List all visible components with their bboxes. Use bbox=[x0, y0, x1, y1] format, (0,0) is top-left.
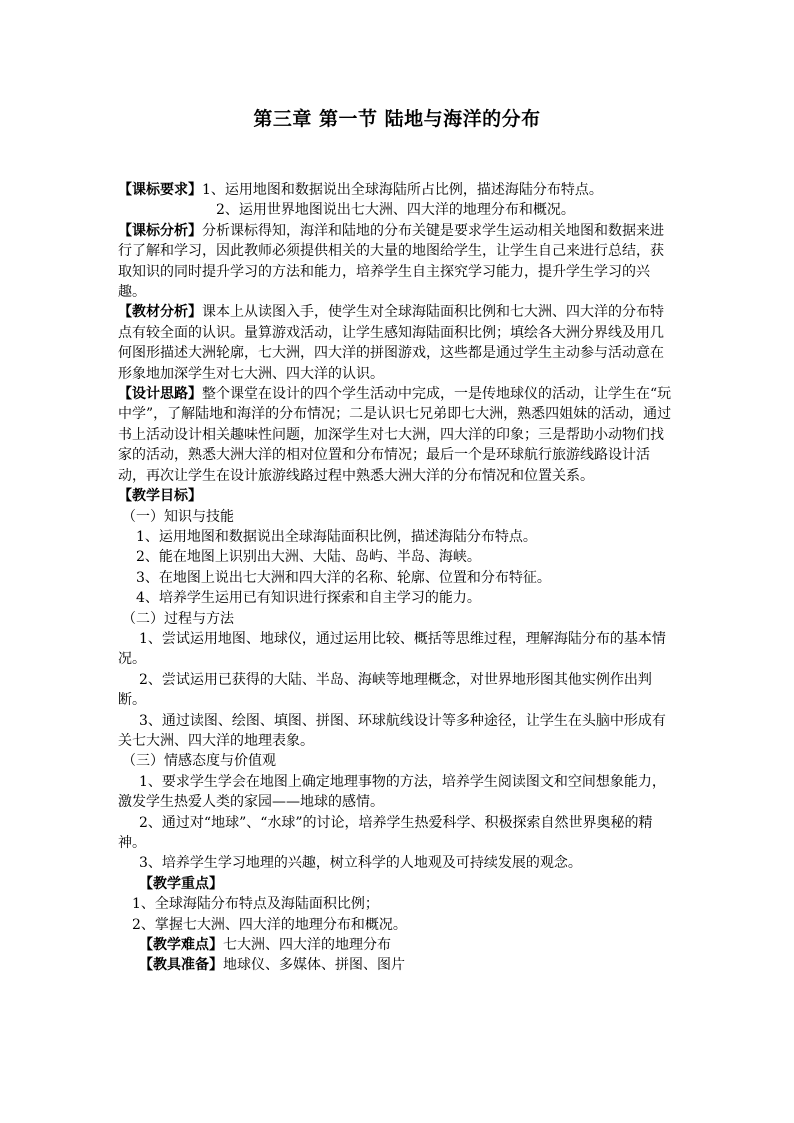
process-item: 2、尝试运用已获得的大陆、半岛、海峡等地理概念，对世界地形图其他实例作出判断。 bbox=[118, 671, 652, 709]
textbook-analysis: 【教材分析】课本上从读图入手，使学生对全球海陆面积比例和七大洲、四大洋的分布特点有较全面的认识。量算游戏活动，让学生感知海陆面积比例；填绘各大洲分界线及用几何图形描述大洲轮廓，七大洲，四大洋的拼图游戏，这些都是通过学生主动参与活动意在形象地加深学生对七大洲、四大洋的认识。 bbox=[118, 304, 664, 382]
curriculum-requirements-item2: 2、运用世界地图说出七大洲、四大洋的地理分布和概况。 bbox=[216, 202, 575, 219]
attitude-item: 2、通过对“地球”、“水球”的讨论，培养学生热爱科学、积极探索自然世界奥秘的精神。 bbox=[118, 814, 653, 851]
curriculum-requirements-item1: 【课标要求】1、运用地图和数据说出全球海陆所占比例，描述海陆分布特点。 bbox=[118, 182, 603, 198]
attitude-item: 1、要求学生学会在地图上确定地理事物的方法，培养学生阅读图文和空间想象能力，激发学生热爱人类的家园——地球的感情。 bbox=[118, 773, 666, 811]
materials-heading: 【教具准备】 bbox=[139, 957, 223, 974]
page-title: 第三章 第一节 陆地与海洋的分布 bbox=[253, 108, 541, 130]
key-points-item: 2、掌握七大洲、四大洋的地理分布和概况。 bbox=[132, 916, 407, 933]
attitude-heading: （三）情感态度与价值观 bbox=[122, 753, 276, 770]
difficulty: 【教学难点】七大洲、四大洋的地理分布 bbox=[139, 937, 391, 954]
process-item: 3、通过读图、绘图、填图、拼图、环球航线设计等多种途径，让学生在头脑中形成有关七大洲、四大洋的地理表象。 bbox=[118, 712, 666, 749]
knowledge-item: 3、在地图上说出七大洲和四大洋的名称、轮廓、位置和分布特征。 bbox=[136, 569, 551, 586]
key-points-heading: 【教学重点】 bbox=[139, 875, 223, 892]
curriculum-analysis-heading: 【课标分析】 bbox=[118, 222, 202, 239]
document-body bbox=[118, 180, 674, 976]
process-item: 1、尝试运用地图、地球仪，通过运用比较、概括等思维过程，理解海陆分布的基本情况。 bbox=[118, 630, 666, 668]
curriculum-requirements-heading: 【课标要求】 bbox=[118, 182, 202, 198]
difficulty-heading: 【教学难点】 bbox=[139, 937, 223, 954]
attitude-item: 3、培养学生学习地理的兴趣，树立科学的人地观及可持续发展的观念。 bbox=[139, 855, 582, 872]
process-heading: （二）过程与方法 bbox=[122, 610, 234, 627]
curriculum-analysis: 【课标分析】分析课标得知，海洋和陆地的分布关键是要求学生运动相关地图和数据来进行了解和学习，因此教师必须提供相关的大量的地图给学生，让学生自己来进行总结，获取知识的同时提升学习的方法和能力，培养学生自主探究学习能力，提升学生学习的兴趣。 bbox=[118, 222, 664, 301]
design-idea-heading: 【设计思路】 bbox=[118, 386, 202, 403]
teaching-goals-heading: 【教学目标】 bbox=[118, 488, 202, 505]
knowledge-item: 4、培养学生运用已有知识进行探索和自主学习的能力。 bbox=[136, 590, 481, 607]
textbook-analysis-heading: 【教材分析】 bbox=[118, 304, 202, 321]
design-idea: 【设计思路】整个课堂在设计的四个学生活动中完成，一是传地球仪的活动，让学生在“玩中学”，了解陆地和海洋的分布情况；二是认识七兄弟即七大洲，熟悉四姐妹的活动，通过书上活动设计相关趣味性问题，加深学生对七大洲，四大洋的印象；三是帮助小动物们找家的活动，熟悉大洲大洋的相对位置和分布情况；最后一个是环球航行旅游线路设计活动，再次让学生在设计旅游线路过程中熟悉大洲大洋的分布情况和位置关系。 bbox=[118, 386, 672, 484]
materials: 【教具准备】地球仪、多媒体、拼图、图片 bbox=[139, 957, 405, 974]
key-points-item: 1、全球海陆分布特点及海陆面积比例； bbox=[132, 896, 379, 913]
knowledge-item: 1、运用地图和数据说出全球海陆面积比例，描述海陆分布特点。 bbox=[136, 528, 537, 545]
knowledge-heading: （一）知识与技能 bbox=[122, 508, 234, 525]
knowledge-item: 2、能在地图上识别出大洲、大陆、岛屿、半岛、海峡。 bbox=[136, 549, 481, 566]
